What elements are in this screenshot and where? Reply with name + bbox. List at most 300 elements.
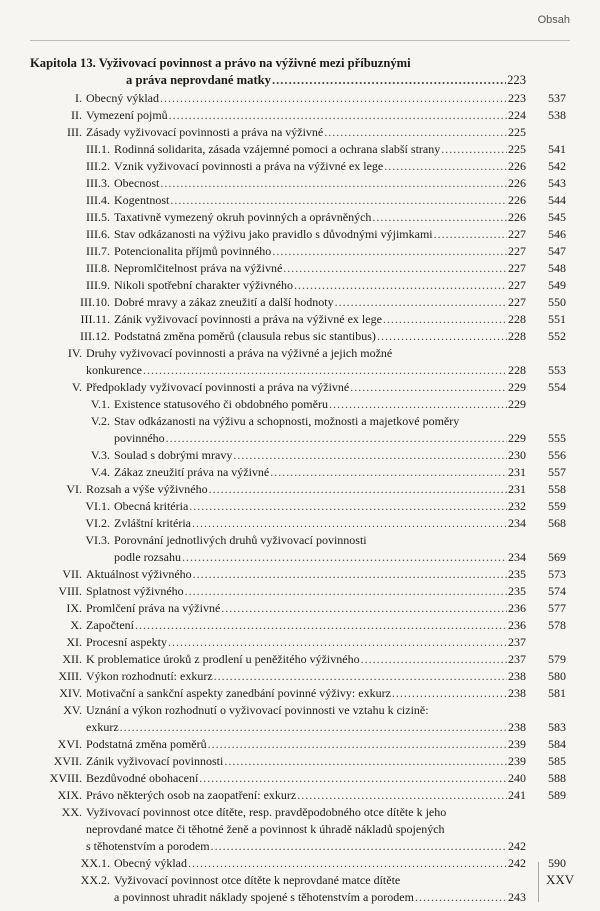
entry-number-text: III.2.	[86, 159, 110, 173]
entry-title: Soulad s dobrými mravy	[114, 448, 233, 462]
entry-number-text: III.1.	[86, 142, 110, 156]
entry-title: Obecný výklad	[114, 856, 187, 870]
entry-text	[114, 855, 526, 872]
toc-entry	[30, 192, 578, 209]
leader-dots	[297, 787, 507, 804]
entry-page: 229	[508, 380, 526, 394]
entry-title: povinného	[114, 431, 165, 445]
toc-entry	[30, 600, 578, 617]
entry-title: Vymezení pojmů	[86, 108, 168, 122]
toc-entry	[30, 855, 578, 872]
entry-title: Nepromlčitelnost práva na výživné	[114, 261, 283, 275]
entry-number-text: XIV.	[59, 686, 82, 700]
entry-text	[86, 124, 526, 141]
leader-dots	[329, 396, 507, 413]
entry-page: 239	[508, 737, 526, 751]
toc-entry	[30, 226, 578, 243]
entry-page: 226	[508, 193, 526, 207]
toc-entry	[30, 260, 578, 277]
entry-page: 228	[508, 329, 526, 343]
entry-title: Stav odkázanosti na výživu a schopnosti, možnosti a majetkové poměry	[114, 414, 460, 428]
entry-paragraph-ref: 589	[548, 788, 566, 802]
entry-paragraph-ref: 549	[548, 278, 566, 292]
entry-title: Obecnost	[114, 176, 160, 190]
entry-number-text: XVIII.	[49, 771, 82, 785]
entry-text	[86, 838, 526, 855]
entry-page: 231	[508, 482, 526, 496]
leader-dots	[384, 158, 507, 175]
entry-page: 240	[508, 771, 526, 785]
entry-text	[114, 872, 526, 889]
leader-dots	[166, 430, 507, 447]
toc-entry	[30, 736, 578, 753]
entry-paragraph-ref: 548	[548, 261, 566, 275]
toc-entry	[30, 753, 578, 770]
toc-entry	[30, 328, 578, 345]
toc-entry-continuation	[30, 719, 578, 736]
entry-title: Bezdůvodné obohacení	[86, 771, 199, 785]
entry-number-text: VI.1.	[85, 499, 110, 513]
entry-page: 227	[508, 244, 526, 258]
entry-number-text: V.4.	[90, 465, 110, 479]
toc-entry	[30, 379, 578, 396]
leader-dots	[211, 838, 507, 855]
entry-paragraph-ref: 543	[548, 176, 566, 190]
leader-dots	[209, 481, 507, 498]
entry-page: 226	[508, 159, 526, 173]
entry-number-text: III.7.	[86, 244, 110, 258]
leader-dots	[392, 685, 507, 702]
entry-page: 231	[508, 465, 526, 479]
entry-number-text: V.3.	[90, 448, 110, 462]
entry-title: Druhy vyživovací povinnosti a práva na výživné a jejich možné	[86, 346, 393, 360]
toc-entry	[30, 481, 578, 498]
entry-title: Podstatná změna poměrů	[86, 737, 207, 751]
entry-number-text: VI.	[66, 482, 82, 496]
entry-page: 237	[508, 635, 526, 649]
entry-text	[114, 328, 526, 345]
entry-title: Potencionalita příjmů povinného	[114, 244, 272, 258]
entry-number-text: VIII.	[58, 584, 82, 598]
entry-text	[114, 294, 526, 311]
toc-entry	[30, 243, 578, 260]
entry-title: Rozsah a výše výživného	[86, 482, 208, 496]
entry-number-text: I.	[75, 91, 82, 105]
leader-dots	[170, 192, 507, 209]
entry-page: 230	[508, 448, 526, 462]
entry-page: 238	[508, 686, 526, 700]
entry-paragraph-ref: 559	[548, 499, 566, 513]
leader-dots	[168, 634, 507, 651]
entry-title: Obecná kritéria	[114, 499, 189, 513]
toc-entry	[30, 158, 578, 175]
entry-title: Procesní aspekty	[86, 635, 167, 649]
entry-title: Zvláštní kritéria	[114, 516, 191, 530]
leader-dots	[208, 736, 507, 753]
leader-dots	[272, 243, 507, 260]
entry-title: Promlčení práva na výživné	[86, 601, 221, 615]
entry-page: 235	[508, 567, 526, 581]
entry-paragraph-ref: 557	[548, 465, 566, 479]
entry-text	[114, 226, 526, 243]
leader-dots	[185, 583, 507, 600]
toc-entry	[30, 396, 578, 413]
entry-number-text: III.4.	[86, 193, 110, 207]
entry-text	[114, 158, 526, 175]
entry-text	[86, 685, 526, 702]
entry-page: 228	[508, 312, 526, 326]
entry-number-text: III.12.	[80, 329, 110, 343]
entry-paragraph-ref: 556	[548, 448, 566, 462]
entry-paragraph-ref: 545	[548, 210, 566, 224]
leader-dots	[135, 617, 507, 634]
entry-paragraph-ref: 554	[548, 380, 566, 394]
entry-text	[86, 634, 526, 651]
entry-number-text: XI.	[66, 635, 82, 649]
toc-entry	[30, 311, 578, 328]
entry-number-text: X.	[70, 618, 82, 632]
toc-entry	[30, 464, 578, 481]
entry-paragraph-ref: 574	[548, 584, 566, 598]
chapter-title-line2: a práva neprovdané matky ..... 223	[126, 72, 526, 89]
entry-title: Vyživovací povinnost otce dítěte, resp. pravděpodobného otce dítěte k jeho	[86, 805, 447, 819]
entry-number-text: IV.	[67, 346, 82, 360]
toc-entries	[30, 90, 578, 906]
leader-dots	[188, 855, 507, 872]
toc-entry	[30, 345, 578, 362]
leader-dots	[169, 107, 507, 124]
entry-number-text: XIII.	[58, 669, 82, 683]
entry-paragraph-ref: 584	[548, 737, 566, 751]
leader-dots	[361, 651, 507, 668]
entry-text	[114, 277, 526, 294]
toc-entry	[30, 651, 578, 668]
entry-number-text: II.	[71, 108, 82, 122]
entry-title: neprovdané matce či těhotné ženě a povinnost k úhradě nákladů spojených	[86, 822, 445, 836]
entry-number-text: XV.	[63, 703, 82, 717]
entry-text	[86, 481, 526, 498]
entry-text	[86, 583, 526, 600]
entry-page: 228	[508, 363, 526, 377]
entry-page: 229	[508, 431, 526, 445]
leader-dots	[182, 549, 507, 566]
entry-number-text: VII.	[62, 567, 82, 581]
toc-entry	[30, 294, 578, 311]
toc-entry-continuation	[30, 838, 578, 855]
entry-text	[86, 821, 526, 838]
entry-page: 229	[508, 397, 526, 411]
entry-page: 243	[508, 890, 526, 904]
toc-entry	[30, 872, 578, 889]
entry-number-text: III.	[67, 125, 82, 139]
entry-title: Předpoklady vyživovací povinnosti a práva na výživné	[86, 380, 350, 394]
entry-page: 226	[508, 176, 526, 190]
entry-page: 227	[508, 227, 526, 241]
entry-page: 227	[508, 278, 526, 292]
page-number: XXV	[546, 872, 575, 887]
toc-entry	[30, 107, 578, 124]
entry-paragraph-ref: 550	[548, 295, 566, 309]
entry-text	[86, 107, 526, 124]
footer-rule	[538, 862, 539, 902]
toc-entry	[30, 566, 578, 583]
entry-text	[114, 175, 526, 192]
entry-paragraph-ref: 542	[548, 159, 566, 173]
entry-number-text: XX.2.	[80, 873, 110, 887]
toc-entry	[30, 685, 578, 702]
entry-page: 225	[508, 125, 526, 139]
toc-entry	[30, 634, 578, 651]
entry-page: 242	[508, 839, 526, 853]
toc-entry-continuation	[30, 362, 578, 379]
entry-page: 239	[508, 754, 526, 768]
entry-text	[86, 804, 526, 821]
entry-title: Aktuálnost výživného	[86, 567, 192, 581]
entry-text	[114, 413, 526, 430]
entry-page: 236	[508, 601, 526, 615]
entry-number-text: III.11.	[80, 312, 110, 326]
entry-paragraph-ref: 538	[548, 108, 566, 122]
toc-entry-continuation	[30, 821, 578, 838]
chapter-title-line2-row	[30, 72, 578, 89]
toc-entry	[30, 617, 578, 634]
leader-dots	[335, 294, 507, 311]
entry-title: a povinnost uhradit náklady spojené s těhotenstvím a porodem	[114, 890, 414, 904]
entry-title: konkurence	[86, 363, 142, 377]
leader-dots	[193, 566, 507, 583]
entry-title: Vznik vyživovací povinnosti a práva na výživné ex lege	[114, 159, 384, 173]
leader-dots	[192, 515, 507, 532]
toc-entry	[30, 90, 578, 107]
entry-text	[86, 379, 526, 396]
entry-title: Zákaz zneužití práva na výživné	[114, 465, 270, 479]
entry-text	[114, 889, 526, 906]
entry-paragraph-ref: 578	[548, 618, 566, 632]
entry-page: 238	[508, 669, 526, 683]
leader-dots	[383, 311, 507, 328]
entry-number-text: III.10.	[80, 295, 110, 309]
entry-title: Nikoli spotřební charakter výživného	[114, 278, 293, 292]
entry-paragraph-ref: 552	[548, 329, 566, 343]
entry-text	[114, 192, 526, 209]
entry-number-text: V.1.	[90, 397, 110, 411]
leader-dots	[283, 260, 507, 277]
entry-text	[86, 736, 526, 753]
entry-text	[86, 770, 526, 787]
toc-entry	[30, 770, 578, 787]
toc-entry	[30, 498, 578, 515]
leader-dots	[377, 328, 507, 345]
entry-text	[86, 617, 526, 634]
entry-text	[114, 396, 526, 413]
entry-title: Taxativně vymezený okruh povinných a oprávněných	[114, 210, 372, 224]
leader-dots	[372, 209, 507, 226]
entry-title: Dobré mravy a zákaz zneužití a další hodnoty	[114, 295, 334, 309]
toc-entry	[30, 583, 578, 600]
leader-dots	[221, 600, 507, 617]
leader-dots	[415, 889, 507, 906]
entry-number-text: IX.	[66, 601, 82, 615]
toc-entry	[30, 668, 578, 685]
entry-number-text: III.6.	[86, 227, 110, 241]
entry-number-text: V.	[71, 380, 82, 394]
entry-page: 242	[508, 856, 526, 870]
entry-text	[86, 345, 526, 362]
entry-number-text: XIX.	[57, 788, 82, 802]
entry-text	[86, 753, 526, 770]
toc-entry	[30, 702, 578, 719]
entry-title: Obecný výklad	[86, 91, 159, 105]
toc-entry	[30, 175, 578, 192]
leader-dots	[233, 447, 507, 464]
leader-dots	[272, 72, 506, 89]
entry-page: 223	[508, 91, 526, 105]
entry-number-text: XX.	[61, 805, 82, 819]
leader-dots	[189, 498, 507, 515]
entry-paragraph-ref: 558	[548, 482, 566, 496]
leader-dots	[224, 753, 507, 770]
entry-paragraph-ref: 569	[548, 550, 566, 564]
entry-title: Započtení	[86, 618, 134, 632]
entry-text	[114, 430, 526, 447]
entry-text	[114, 549, 526, 566]
entry-text	[86, 90, 526, 107]
entry-paragraph-ref: 544	[548, 193, 566, 207]
entry-number-text: III.8.	[86, 261, 110, 275]
entry-page: 224	[508, 108, 526, 122]
toc-entry	[30, 804, 578, 821]
entry-title: Splatnost výživného	[86, 584, 184, 598]
toc-entry	[30, 209, 578, 226]
toc-entry	[30, 787, 578, 804]
entry-text	[114, 209, 526, 226]
entry-paragraph-ref: 551	[548, 312, 566, 326]
entry-paragraph-ref: 568	[548, 516, 566, 530]
chapter-title	[30, 55, 578, 89]
entry-paragraph-ref: 581	[548, 686, 566, 700]
entry-text	[114, 260, 526, 277]
entry-title: Existence statusového či obdobného poměru	[114, 397, 328, 411]
entry-title: Stav odkázanosti na výživu jako pravidlo s důvodnými výjimkami	[114, 227, 433, 241]
entry-text	[86, 702, 526, 719]
running-header: Obsah	[537, 14, 570, 26]
entry-number-text: VI.3.	[85, 533, 110, 547]
entry-paragraph-ref: 553	[548, 363, 566, 377]
toc-entry	[30, 532, 578, 549]
entry-title: Uznání a výkon rozhodnutí o vyživovací povinnosti ve vztahu k cizině:	[86, 703, 429, 717]
entry-page: 232	[508, 499, 526, 513]
entry-text	[86, 566, 526, 583]
leader-dots	[143, 362, 507, 379]
leader-dots	[350, 379, 507, 396]
entry-title: Porovnání jednotlivých druhů vyživovací povinnosti	[114, 533, 367, 547]
entry-title: Zánik vyživovací povinnosti a práva na výživné ex lege	[114, 312, 382, 326]
entry-page: 241	[508, 788, 526, 802]
leader-dots	[294, 277, 507, 294]
entry-title: exkurz	[86, 720, 119, 734]
entry-page: 238	[508, 720, 526, 734]
entry-title: Zásady vyživovací povinnosti a práva na výživné	[86, 125, 324, 139]
toc-entry	[30, 515, 578, 532]
entry-title: Vyživovací povinnost otce dítěte k neprovdané matce dítěte	[114, 873, 401, 887]
entry-paragraph-ref: 590	[548, 856, 566, 870]
leader-dots	[324, 124, 507, 141]
entry-text	[86, 600, 526, 617]
entry-text	[86, 719, 526, 736]
entry-title: Kogentnost	[114, 193, 170, 207]
leader-dots	[270, 464, 507, 481]
entry-number-text: III.3.	[86, 176, 110, 190]
entry-text	[114, 498, 526, 515]
entry-text	[114, 243, 526, 260]
entry-paragraph-ref: 573	[548, 567, 566, 581]
entry-page: 227	[508, 261, 526, 275]
entry-page: 235	[508, 584, 526, 598]
entry-page: 236	[508, 618, 526, 632]
entry-paragraph-ref: 585	[548, 754, 566, 768]
entry-number-text: XVI.	[57, 737, 82, 751]
entry-paragraph-ref: 547	[548, 244, 566, 258]
entry-paragraph-ref: 537	[548, 91, 566, 105]
leader-dots	[120, 719, 507, 736]
toc-entry	[30, 141, 578, 158]
toc-entry	[30, 277, 578, 294]
entry-text	[86, 668, 526, 685]
entry-number-text: III.9.	[86, 278, 110, 292]
entry-page: 226	[508, 210, 526, 224]
entry-text	[114, 141, 526, 158]
entry-text	[114, 311, 526, 328]
entry-page: 225	[508, 142, 526, 156]
entry-page: 237	[508, 652, 526, 666]
leader-dots	[434, 226, 507, 243]
leader-dots	[214, 668, 507, 685]
toc-entry-continuation	[30, 549, 578, 566]
leader-dots	[441, 141, 507, 158]
header-rule	[30, 40, 570, 41]
entry-paragraph-ref: 579	[548, 652, 566, 666]
entry-title: podle rozsahu	[114, 550, 181, 564]
entry-text	[86, 362, 526, 379]
entry-title: K problematice úroků z prodlení u peněžitého výživného	[86, 652, 360, 666]
entry-text	[114, 532, 526, 549]
entry-number-text: VI.2.	[85, 516, 110, 530]
entry-title: Podstatná změna poměrů (clausula rebus sic stantibus)	[114, 329, 376, 343]
entry-text	[114, 447, 526, 464]
entry-number-text: XVII.	[53, 754, 82, 768]
leader-dots	[160, 90, 507, 107]
entry-paragraph-ref: 580	[548, 669, 566, 683]
entry-paragraph-ref: 546	[548, 227, 566, 241]
entry-number-text: XX.1.	[80, 856, 110, 870]
entry-text	[86, 787, 526, 804]
entry-paragraph-ref: 555	[548, 431, 566, 445]
entry-text	[86, 651, 526, 668]
entry-paragraph-ref: 588	[548, 771, 566, 785]
chapter-title-line1: Kapitola 13. Vyživovací povinnost a právo na výživné mezi příbuznými	[30, 56, 411, 70]
toc-entry-continuation	[30, 430, 578, 447]
entry-text	[114, 464, 526, 481]
entry-paragraph-ref: 541	[548, 142, 566, 156]
entry-number-text: V.2.	[90, 414, 110, 428]
table-of-contents	[30, 55, 578, 906]
entry-title: Motivační a sankční aspekty zanedbání povinné výživy: exkurz	[86, 686, 391, 700]
entry-page: 234	[508, 516, 526, 530]
entry-paragraph-ref: 583	[548, 720, 566, 734]
toc-entry	[30, 447, 578, 464]
entry-title: Právo některých osob na zaopatření: exkurz	[86, 788, 297, 802]
toc-entry	[30, 124, 578, 141]
